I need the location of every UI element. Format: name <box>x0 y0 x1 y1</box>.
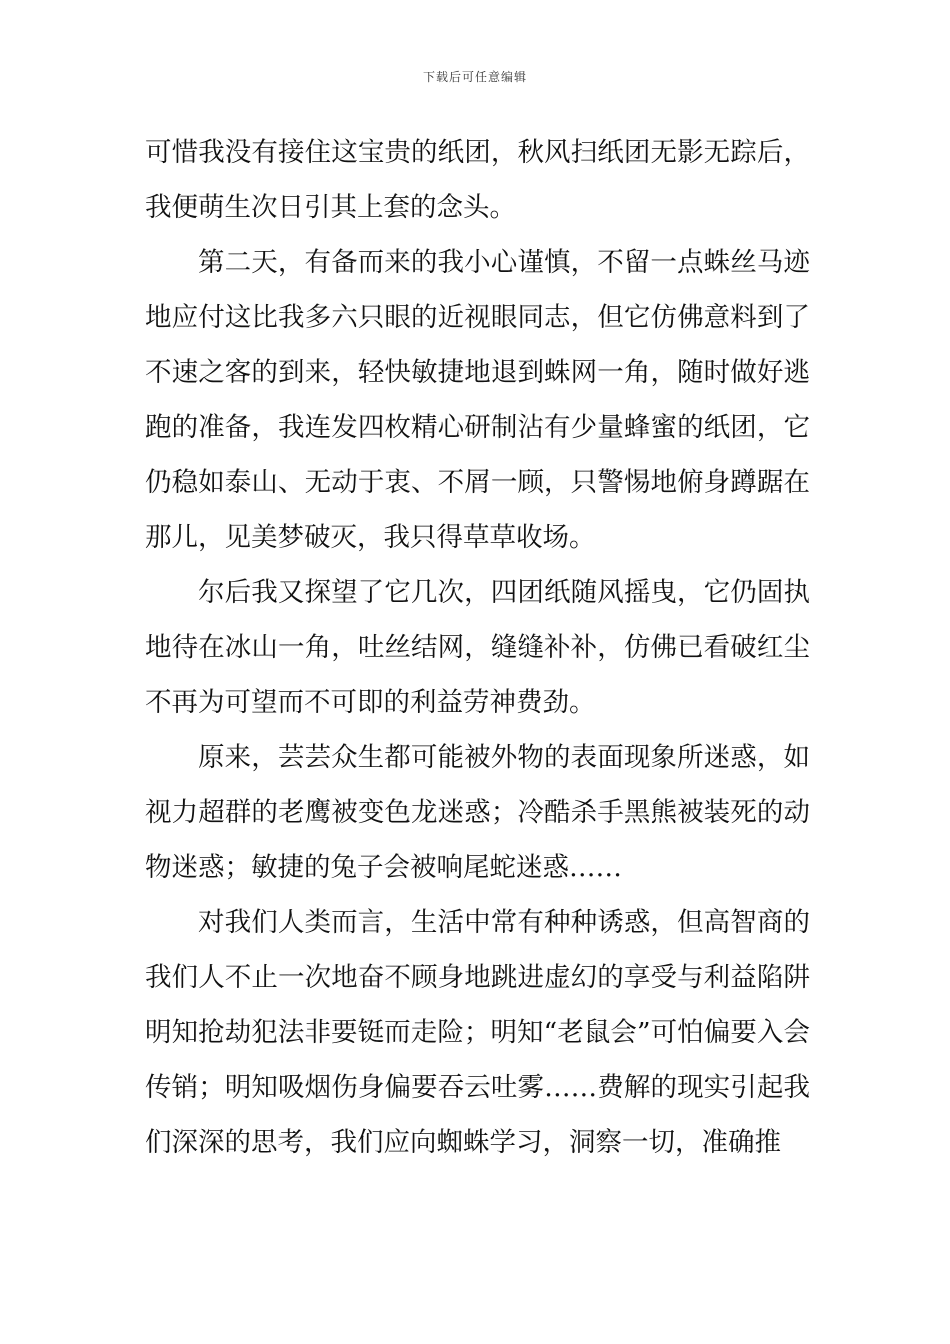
paragraph: 第二天，有备而来的我小心谨慎，不留一点蛛丝马迹地应付这比我多六只眼的近视眼同志，但它仿佛意料到了不速之客的到来，轻快敏捷地退到蛛网一角，随时做好逃跑的准备，我连发四枚精心研制沾有少量蜂蜜的纸团，它仍稳如泰山、无动于衷、不屑一顾，只警惕地俯身蹲踞在那儿，见美梦破灭，我只得草草收场。 <box>145 247 810 553</box>
paragraph: 可惜我没有接住这宝贵的纸团，秋风扫纸团无影无踪后，我便萌生次日引其上套的念头。 <box>145 137 810 223</box>
document-body <box>145 125 810 1170</box>
paragraph: 原来，芸芸众生都可能被外物的表面现象所迷惑，如视力超群的老鹰被变色龙迷惑；冷酷杀手黑熊被装死的动物迷惑；敏捷的兔子会被响尾蛇迷惑…… <box>145 742 810 883</box>
page-header: 下载后可任意编辑 <box>422 70 527 84</box>
paragraph: 尔后我又探望了它几次，四团纸随风摇曳，它仍固执地待在冰山一角，吐丝结网，缝缝补补，仿佛已看破红尘不再为可望而不可即的利益劳神费劲。 <box>145 577 810 718</box>
paragraph: 对我们人类而言，生活中常有种种诱惑，但高智商的我们人不止一次地奋不顾身地跳进虚幻的享受与利益陷阱明知抢劫犯法非要铤而走险；明知“老鼠会”可怕偏要入会传销；明知吸烟伤身偏要吞云吐雾……费解的现实引起我们深深的思考，我们应向蜘蛛学习，洞察一切，准确推 <box>145 907 810 1158</box>
